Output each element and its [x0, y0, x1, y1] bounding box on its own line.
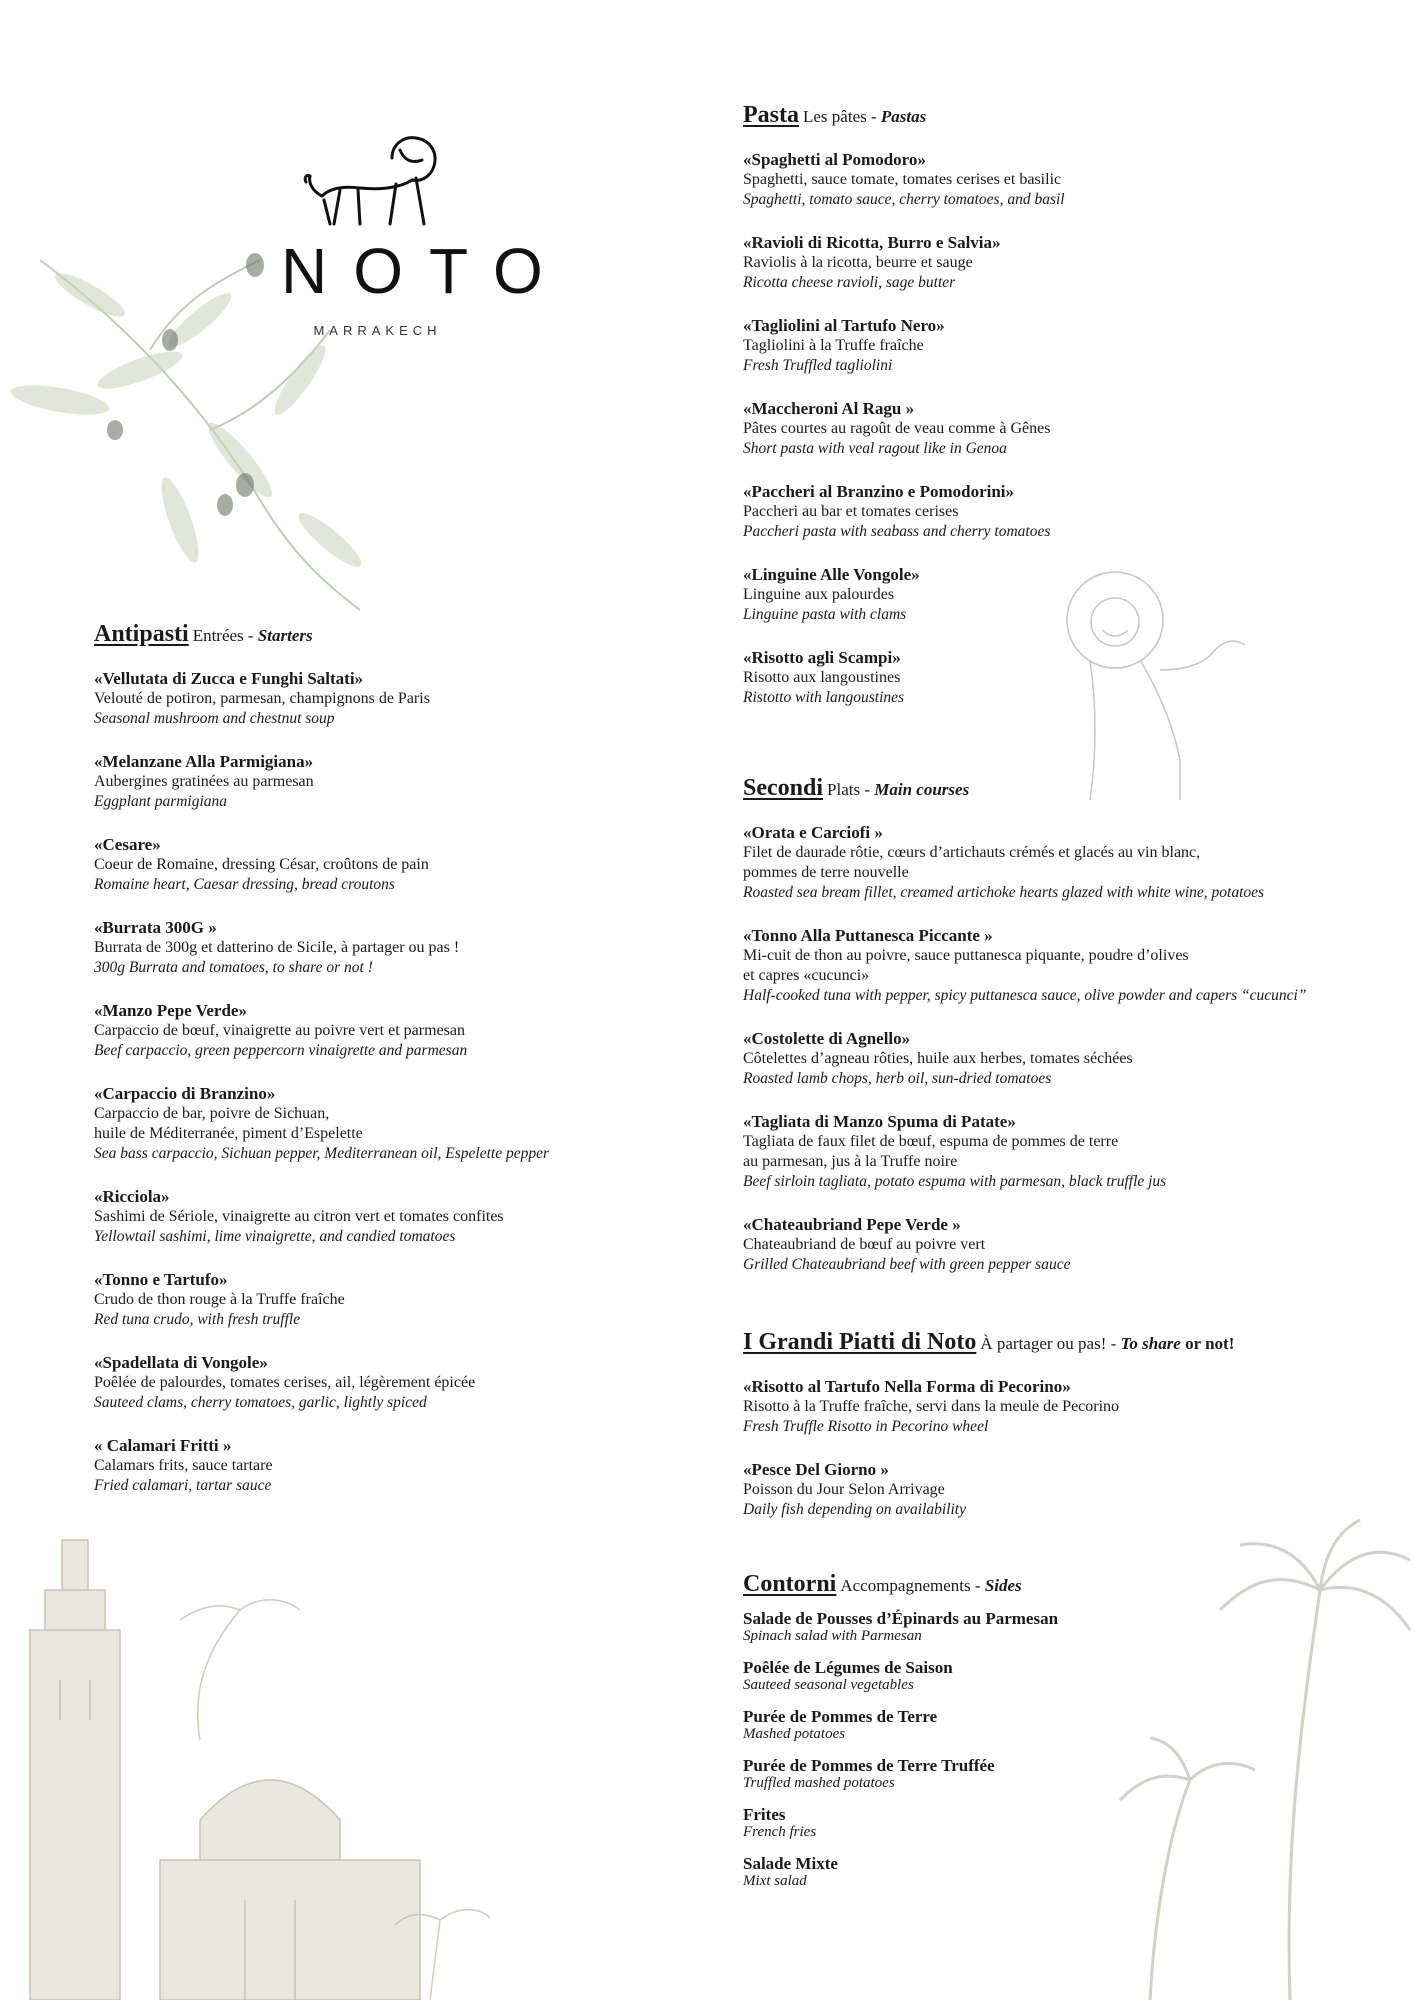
- dish-description-fr: Coeur de Romaine, dressing César, croûtons de pain: [94, 856, 429, 873]
- dish-description-en: Roasted sea bream fillet, creamed artichoke hearts glazed with white wine, potatoes: [743, 884, 1265, 901]
- side-item: [743, 1757, 1383, 1792]
- dish-description-en: 300g Burrata and tomatoes, to share or not !: [94, 959, 373, 976]
- section-title: Secondi: [743, 775, 824, 801]
- menu-item: [94, 1000, 654, 1061]
- dish-description-en: Beef carpaccio, green peppercorn vinaigrette and parmesan: [94, 1042, 468, 1059]
- section-heading: Antipasti Entrées - Starters: [94, 621, 313, 647]
- menu-item: [94, 1186, 654, 1247]
- dish-description-en: French fries: [743, 1824, 817, 1840]
- menu-item: [743, 315, 1383, 376]
- side-list: [743, 1610, 1383, 1890]
- dish-description-fr: Carpaccio de bar, poivre de Sichuan, huile de Méditerranée, piment d’Espelette: [94, 1105, 363, 1142]
- menu-item: [743, 232, 1383, 293]
- dish-description-en: Sauteed seasonal vegetables: [743, 1677, 914, 1693]
- dish-name: «Tonno Alla Puttanesca Piccante »: [743, 926, 993, 945]
- dish-name: «Cesare»: [94, 835, 161, 854]
- section-title-fr: Entrées: [192, 626, 244, 645]
- dish-description-fr: Calamars frits, sauce tartare: [94, 1457, 273, 1474]
- dish-description-fr: Pâtes courtes au ragoût de veau comme à Gênes: [743, 420, 1051, 437]
- dish-name: Poêlée de Légumes de Saison: [743, 1658, 953, 1677]
- dish-description-fr: Côtelettes d’agneau rôties, huile aux herbes, tomates séchées: [743, 1050, 1133, 1067]
- koutoubia-mosque-illustration: [0, 1480, 560, 2000]
- dish-name: «Melanzane Alla Parmigiana»: [94, 752, 314, 771]
- dish-name: « Calamari Fritti »: [94, 1436, 232, 1455]
- section-title-en: Sides: [984, 1576, 1022, 1595]
- side-item: [743, 1855, 1383, 1890]
- dish-description-fr: Tagliolini à la Truffe fraîche: [743, 337, 924, 354]
- section-heading: Secondi Plats - Main courses: [743, 775, 970, 801]
- dish-name: «Orata e Carciofi »: [743, 823, 883, 842]
- dish-description-en: Truffled mashed potatoes: [743, 1775, 895, 1791]
- section-title: Pasta: [743, 102, 799, 128]
- dish-description-en: Beef sirloin tagliata, potato espuma with parmesan, black truffle jus: [743, 1173, 1167, 1190]
- side-item: [743, 1610, 1383, 1645]
- dish-description-fr: Tagliata de faux filet de bœuf, espuma de pommes de terre au parmesan, jus à la Truffe noire: [743, 1133, 1119, 1170]
- dish-name: «Maccheroni Al Ragu »: [743, 399, 915, 418]
- dish-description-en: Daily fish depending on availability: [743, 1501, 966, 1518]
- menu-item: [743, 822, 1383, 903]
- dish-description-en: Seasonal mushroom and chestnut soup: [94, 710, 335, 727]
- menu-item: [743, 1376, 1383, 1437]
- side-item: [743, 1708, 1383, 1743]
- menu-item: [743, 481, 1383, 542]
- dish-description-fr: Filet de daurade rôtie, cœurs d’artichauts crémés et glacés au vin blanc, pommes de terre nouvelle: [743, 844, 1201, 881]
- dish-name: «Tagliolini al Tartufo Nero»: [743, 316, 945, 335]
- dish-description-en: Paccheri pasta with seabass and cherry tomatoes: [743, 523, 1051, 540]
- section-title: I Grandi Piatti di Noto: [743, 1329, 977, 1355]
- dish-description-en: Yellowtail sashimi, lime vinaigrette, and candied tomatoes: [94, 1228, 456, 1245]
- section-heading: Pasta Les pâtes - Pastas: [743, 102, 927, 128]
- menu-item: [743, 1459, 1383, 1520]
- brand-logo: [255, 130, 569, 338]
- menu-item: [94, 1269, 654, 1330]
- menu-item: [94, 1352, 654, 1413]
- dish-description-fr: Raviolis à la ricotta, beurre et sauge: [743, 254, 973, 271]
- menu-item: [743, 647, 1383, 708]
- section-title-fr: Accompagnements: [840, 1576, 971, 1595]
- dish-name: Frites: [743, 1805, 786, 1824]
- section-title-fr: Plats: [827, 780, 861, 799]
- brand-city: MARRAKECH: [313, 323, 442, 338]
- dish-list: [743, 822, 1383, 1275]
- menu-item: [94, 917, 654, 978]
- dish-description-en: Red tuna crudo, with fresh truffle: [94, 1311, 301, 1328]
- dish-description-fr: Risotto aux langoustines: [743, 669, 901, 686]
- dish-description-fr: Linguine aux palourdes: [743, 586, 895, 603]
- section-title-en: Pastas: [880, 107, 927, 126]
- dish-name: «Risotto agli Scampi»: [743, 648, 901, 667]
- dish-name: «Vellutata di Zucca e Funghi Saltati»: [94, 669, 364, 688]
- menu-item: [743, 1111, 1383, 1192]
- dish-description-en: Spinach salad with Parmesan: [743, 1628, 922, 1644]
- menu-item: [94, 1435, 654, 1496]
- dish-description-fr: Crudo de thon rouge à la Truffe fraîche: [94, 1291, 345, 1308]
- menu-item: [94, 668, 654, 729]
- dish-description-en: Grilled Chateaubriand beef with green pepper sauce: [743, 1256, 1071, 1273]
- section-title-fr: À partager ou pas!: [980, 1334, 1107, 1353]
- section-heading: I Grandi Piatti di Noto À partager ou pas! - To share or not!: [743, 1329, 1235, 1355]
- dish-description-en: Fresh Truffle Risotto in Pecorino wheel: [743, 1418, 989, 1435]
- dish-name: «Risotto al Tartufo Nella Forma di Pecorino»: [743, 1377, 1071, 1396]
- menu-item: [743, 1214, 1383, 1275]
- dish-description-en: Romaine heart, Caesar dressing, bread croutons: [94, 876, 395, 893]
- dish-name: «Spaghetti al Pomodoro»: [743, 150, 926, 169]
- section-title-en: Starters: [257, 626, 313, 645]
- dish-name: «Burrata 300G »: [94, 918, 217, 937]
- section-contorni: [743, 1572, 1383, 1890]
- dish-list: [743, 149, 1383, 708]
- lion-logo-icon: [300, 130, 450, 230]
- dish-description-en: Half-cooked tuna with pepper, spicy puttanesca sauce, olive powder and capers “cucunci”: [743, 987, 1307, 1004]
- dish-name: «Chateaubriand Pepe Verde »: [743, 1215, 961, 1234]
- section-title: Antipasti: [94, 621, 189, 647]
- dish-description-en: Ristotto with langoustines: [743, 689, 905, 706]
- dish-description-en: Mashed potatoes: [743, 1726, 846, 1742]
- dish-name: «Manzo Pepe Verde»: [94, 1001, 247, 1020]
- dish-name: «Tagliata di Manzo Spuma di Patate»: [743, 1112, 1016, 1131]
- dish-description-en: Eggplant parmigiana: [94, 793, 228, 810]
- dish-name: Salade Mixte: [743, 1854, 838, 1873]
- section-heading: Contorni Accompagnements - Sides: [743, 1571, 1022, 1597]
- dish-description-fr: Burrata de 300g et datterino de Sicile, à partager ou pas !: [94, 939, 460, 956]
- dish-name: Salade de Pousses d’Épinards au Parmesan: [743, 1609, 1059, 1628]
- menu-item: [94, 834, 654, 895]
- dish-description-en: Fresh Truffled tagliolini: [743, 357, 893, 374]
- dish-name: «Carpaccio di Branzino»: [94, 1084, 276, 1103]
- dish-name: «Linguine Alle Vongole»: [743, 565, 920, 584]
- dish-name: «Paccheri al Branzino e Pomodorini»: [743, 482, 1015, 501]
- dish-name: «Costolette di Agnello»: [743, 1029, 911, 1048]
- menu-item: [94, 1083, 654, 1164]
- dish-name: «Tonno e Tartufo»: [94, 1270, 228, 1289]
- dish-description-fr: Velouté de potiron, parmesan, champignons de Paris: [94, 690, 430, 707]
- dish-list: [743, 1376, 1383, 1520]
- dish-description-fr: Mi-cuit de thon au poivre, sauce puttanesca piquante, poudre d’olives et capres «cucunci»: [743, 947, 1189, 984]
- dish-description-fr: Sashimi de Sériole, vinaigrette au citron vert et tomates confites: [94, 1208, 504, 1225]
- dish-name: «Pesce Del Giorno »: [743, 1460, 889, 1479]
- dish-description-en: Spaghetti, tomato sauce, cherry tomatoes, and basil: [743, 191, 1065, 208]
- dish-description-fr: Paccheri au bar et tomates cerises: [743, 503, 959, 520]
- menu-item: [743, 564, 1383, 625]
- section-title-fr: Les pâtes: [803, 107, 867, 126]
- menu-item: [743, 398, 1383, 459]
- section-secondi: [743, 776, 1383, 1275]
- section-antipasti: [94, 622, 654, 1496]
- section-title-en: To share: [1120, 1334, 1181, 1353]
- side-item: [743, 1659, 1383, 1694]
- dish-description-fr: Risotto à la Truffe fraîche, servi dans la meule de Pecorino: [743, 1398, 1120, 1415]
- dish-description-en: Ricotta cheese ravioli, sage butter: [743, 274, 956, 291]
- menu-item: [743, 925, 1383, 1006]
- dish-description-en: Mixt salad: [743, 1873, 807, 1889]
- dish-description-fr: Carpaccio de bœuf, vinaigrette au poivre vert et parmesan: [94, 1022, 465, 1039]
- section-grandi-piatti: [743, 1330, 1383, 1520]
- dish-description-en: Short pasta with veal ragout like in Genoa: [743, 440, 1007, 457]
- dish-name: «Ricciola»: [94, 1187, 170, 1206]
- side-item: [743, 1806, 1383, 1841]
- menu-item: [94, 751, 654, 812]
- dish-list: [94, 668, 654, 1496]
- section-title: Contorni: [743, 1571, 837, 1597]
- dish-description-fr: Aubergines gratinées au parmesan: [94, 773, 314, 790]
- dish-name: «Spadellata di Vongole»: [94, 1353, 268, 1372]
- dish-description-fr: Spaghetti, sauce tomate, tomates cerises et basilic: [743, 171, 1062, 188]
- dish-description-en: Sea bass carpaccio, Sichuan pepper, Mediterranean oil, Espelette pepper: [94, 1145, 549, 1162]
- dish-name: Purée de Pommes de Terre Truffée: [743, 1756, 995, 1775]
- dish-description-en: Sauteed clams, cherry tomatoes, garlic, lightly spiced: [94, 1394, 427, 1411]
- dish-description-en: Roasted lamb chops, herb oil, sun-dried tomatoes: [743, 1070, 1052, 1087]
- dish-name: «Ravioli di Ricotta, Burro e Salvia»: [743, 233, 1001, 252]
- dish-description-fr: Poisson du Jour Selon Arrivage: [743, 1481, 945, 1498]
- section-title-en: Main courses: [874, 780, 970, 799]
- brand-name: NOTO: [281, 235, 569, 307]
- menu-item: [743, 1028, 1383, 1089]
- dish-description-en: Fried calamari, tartar sauce: [94, 1477, 272, 1494]
- dish-name: Purée de Pommes de Terre: [743, 1707, 938, 1726]
- dish-description-fr: Chateaubriand de bœuf au poivre vert: [743, 1236, 986, 1253]
- dish-description-fr: Poêlée de palourdes, tomates cerises, ail, légèrement épicée: [94, 1374, 476, 1391]
- dish-description-en: Linguine pasta with clams: [743, 606, 907, 623]
- section-pasta: [743, 103, 1383, 708]
- menu-item: [743, 149, 1383, 210]
- section-title-en-suffix: or not!: [1180, 1334, 1235, 1353]
